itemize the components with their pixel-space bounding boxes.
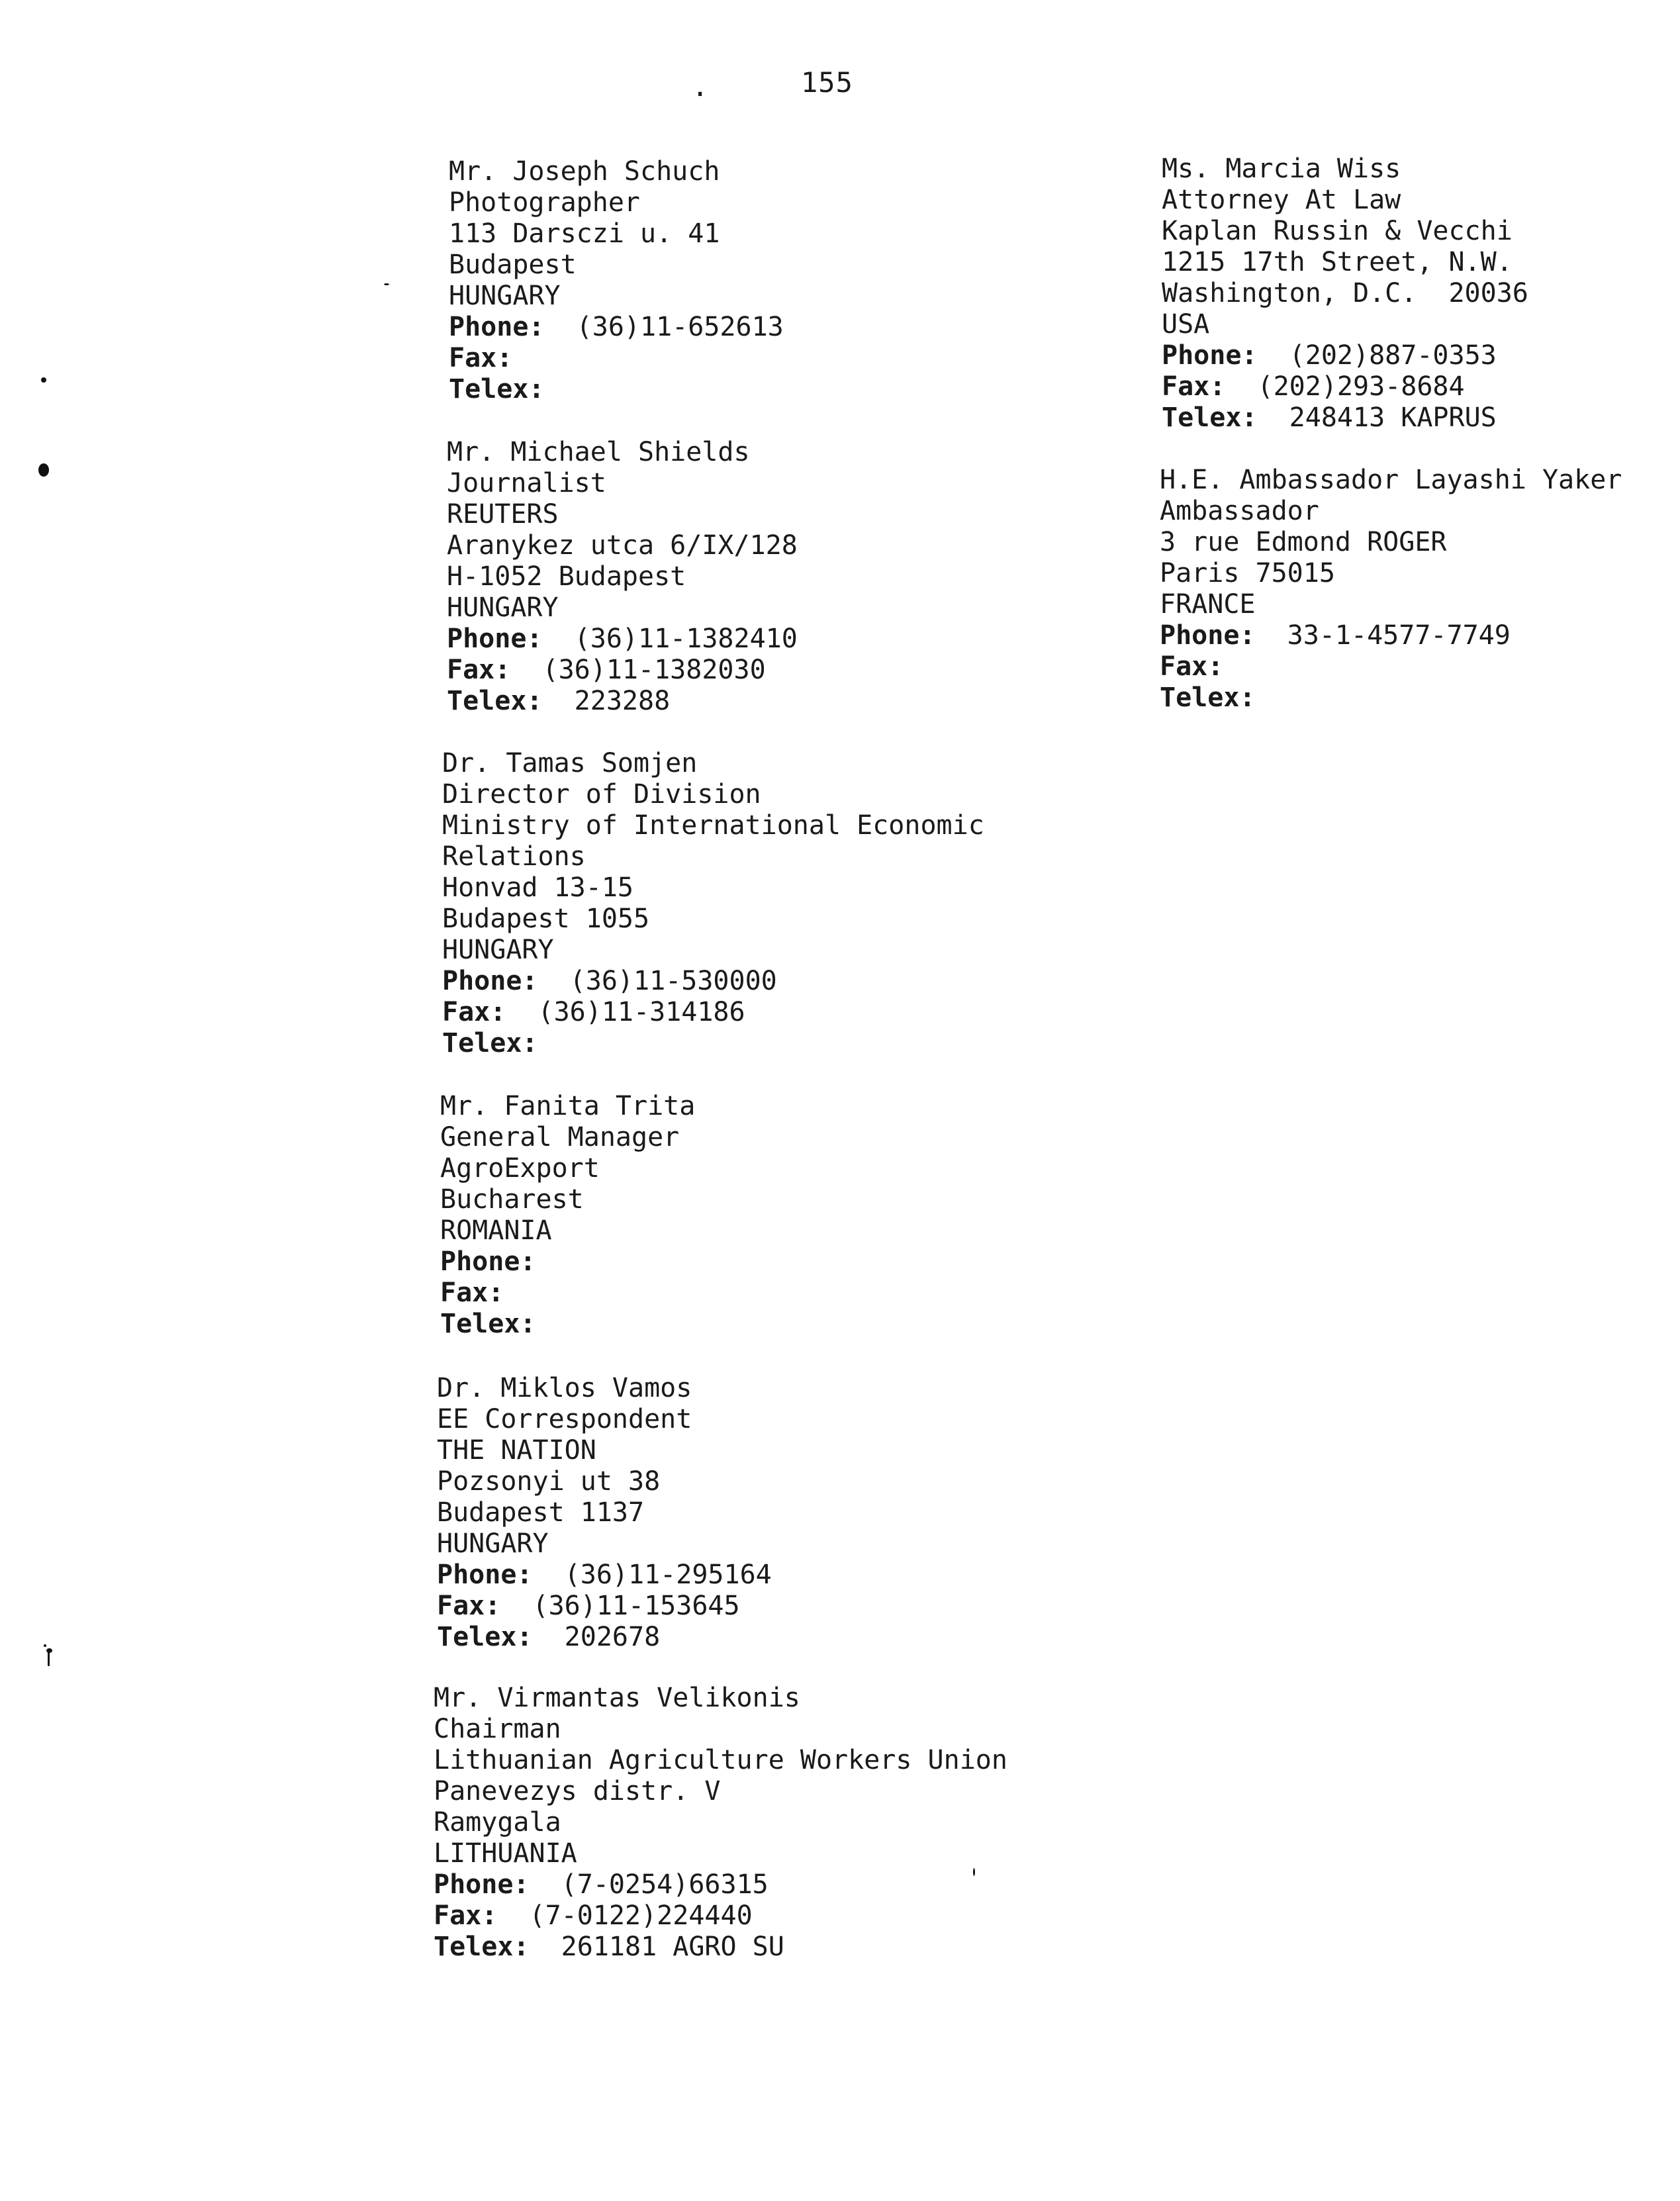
phone-label: Phone: bbox=[434, 1869, 530, 1900]
telex-label: Telex: bbox=[449, 374, 545, 404]
contact-name: H.E. Ambassador Layashi Yaker bbox=[1160, 465, 1622, 495]
phone-row bbox=[434, 1869, 1007, 1900]
organization: AgroExport bbox=[440, 1153, 600, 1184]
country: FRANCE bbox=[1160, 589, 1256, 620]
fax-value: (202)293-8684 bbox=[1257, 371, 1465, 402]
telex-label: Telex: bbox=[434, 1932, 530, 1962]
contact-title: EE Correspondent bbox=[437, 1404, 692, 1434]
contact-entry-vamos bbox=[437, 1373, 772, 1653]
telex-label: Telex: bbox=[442, 1028, 538, 1058]
telex-label: Telex: bbox=[1162, 402, 1258, 433]
fax-row bbox=[442, 997, 984, 1028]
country: USA bbox=[1162, 309, 1210, 340]
organization: Kaplan Russin & Vecchi bbox=[1162, 216, 1513, 246]
fax-row bbox=[447, 655, 798, 686]
scan-speck bbox=[41, 377, 46, 383]
telex-label: Telex: bbox=[440, 1309, 536, 1339]
phone-value: (36)11-1382410 bbox=[574, 624, 798, 654]
scan-speck bbox=[973, 1868, 975, 1876]
contact-entry-shields bbox=[447, 437, 798, 717]
phone-value: (36)11-530000 bbox=[569, 966, 777, 996]
fax-label: Fax: bbox=[447, 655, 511, 685]
telex-value: 261181 AGRO SU bbox=[561, 1932, 784, 1962]
fax-label: Fax: bbox=[434, 1900, 498, 1931]
phone-value: (36)11-652613 bbox=[576, 312, 784, 342]
country: HUNGARY bbox=[437, 1528, 549, 1559]
country: ROMANIA bbox=[440, 1215, 552, 1246]
fax-label: Fax: bbox=[442, 997, 506, 1027]
organization: THE NATION bbox=[437, 1435, 596, 1466]
telex-row bbox=[440, 1309, 695, 1340]
address-line: Washington, D.C. 20036 bbox=[1162, 278, 1528, 308]
telex-label: Telex: bbox=[1160, 682, 1256, 713]
scan-speck bbox=[44, 1644, 46, 1647]
address-line: Budapest 1137 bbox=[437, 1497, 645, 1528]
address-line: Budapest bbox=[449, 250, 577, 280]
telex-label: Telex: bbox=[447, 686, 543, 716]
contact-entry-wiss bbox=[1162, 154, 1528, 434]
phone-row bbox=[447, 624, 798, 655]
fax-row bbox=[449, 343, 784, 374]
country: LITHUANIA bbox=[434, 1838, 577, 1869]
fax-label: Fax: bbox=[1162, 371, 1226, 402]
phone-value: (36)11-295164 bbox=[564, 1560, 772, 1590]
country: HUNGARY bbox=[442, 935, 554, 965]
phone-label: Phone: bbox=[449, 312, 545, 342]
address-line: Bucharest bbox=[440, 1184, 584, 1215]
organization: Ministry of International Economic bbox=[442, 810, 984, 841]
telex-value: 223288 bbox=[574, 686, 671, 716]
phone-row bbox=[440, 1246, 695, 1278]
address-line: Budapest 1055 bbox=[442, 904, 650, 934]
contact-title: Photographer bbox=[449, 187, 640, 218]
phone-value: 33-1-4577-7749 bbox=[1287, 620, 1511, 651]
phone-row bbox=[1160, 620, 1622, 651]
country: HUNGARY bbox=[449, 281, 561, 311]
phone-label: Phone: bbox=[1160, 620, 1256, 651]
fax-row bbox=[434, 1900, 1007, 1932]
fax-row bbox=[1160, 651, 1622, 682]
page-number: 155 bbox=[801, 66, 853, 99]
telex-row bbox=[434, 1932, 1007, 1963]
contact-entry-somjen bbox=[442, 748, 984, 1059]
fax-row bbox=[1162, 371, 1528, 402]
contact-entry-schuch bbox=[449, 156, 784, 405]
contact-name: Dr. Miklos Vamos bbox=[437, 1373, 692, 1403]
contact-name: Mr. Michael Shields bbox=[447, 437, 750, 467]
contact-title: Attorney At Law bbox=[1162, 185, 1401, 215]
fax-row bbox=[440, 1278, 695, 1309]
organization: REUTERS bbox=[447, 499, 559, 530]
fax-label: Fax: bbox=[449, 343, 513, 373]
scan-speck bbox=[384, 283, 389, 285]
phone-label: Phone: bbox=[440, 1246, 536, 1277]
fax-label: Fax: bbox=[437, 1591, 501, 1621]
phone-label: Phone: bbox=[437, 1560, 533, 1590]
address-line: Pozsonyi ut 38 bbox=[437, 1466, 661, 1497]
phone-row bbox=[442, 966, 984, 997]
phone-label: Phone: bbox=[447, 624, 543, 654]
contact-title: Director of Division bbox=[442, 779, 761, 810]
telex-row bbox=[1160, 682, 1622, 714]
fax-row bbox=[437, 1591, 772, 1622]
page-dot: . bbox=[692, 70, 709, 103]
country: HUNGARY bbox=[447, 592, 559, 623]
telex-row bbox=[447, 686, 798, 717]
address-line: H-1052 Budapest bbox=[447, 561, 686, 592]
contact-name: Mr. Virmantas Velikonis bbox=[434, 1683, 800, 1713]
contact-title: Chairman bbox=[434, 1714, 561, 1744]
address-line: 113 Darsczi u. 41 bbox=[449, 218, 720, 249]
fax-value: (36)11-314186 bbox=[537, 997, 745, 1027]
telex-label: Telex: bbox=[437, 1622, 533, 1652]
organization: Relations bbox=[442, 841, 586, 872]
fax-label: Fax: bbox=[1160, 651, 1224, 682]
telex-row bbox=[437, 1622, 772, 1653]
address-line: Paris 75015 bbox=[1160, 558, 1335, 588]
phone-label: Phone: bbox=[442, 966, 538, 996]
telex-value: 248413 KAPRUS bbox=[1289, 402, 1497, 433]
address-line: Honvad 13-15 bbox=[442, 872, 633, 903]
telex-row bbox=[1162, 402, 1528, 434]
contact-entry-trita bbox=[440, 1091, 695, 1340]
telex-value: 202678 bbox=[564, 1622, 661, 1652]
organization: Lithuanian Agriculture Workers Union bbox=[434, 1745, 1007, 1775]
phone-value: (202)887-0353 bbox=[1289, 340, 1497, 371]
phone-row bbox=[449, 312, 784, 343]
contact-title: Ambassador bbox=[1160, 496, 1319, 526]
phone-value: (7-0254)66315 bbox=[561, 1869, 769, 1900]
phone-row bbox=[1162, 340, 1528, 371]
telex-row bbox=[449, 374, 784, 405]
fax-value: (7-0122)224440 bbox=[529, 1900, 753, 1931]
address-line: 1215 17th Street, N.W. bbox=[1162, 247, 1513, 277]
telex-row bbox=[442, 1028, 984, 1059]
contact-name: Mr. Joseph Schuch bbox=[449, 156, 720, 187]
contact-name: Mr. Fanita Trita bbox=[440, 1091, 696, 1121]
scan-speck bbox=[48, 1652, 50, 1666]
fax-value: (36)11-1382030 bbox=[542, 655, 766, 685]
contact-entry-velikonis bbox=[434, 1683, 1007, 1963]
address-line: 3 rue Edmond ROGER bbox=[1160, 527, 1447, 557]
contact-name: Dr. Tamas Somjen bbox=[442, 748, 698, 778]
fax-label: Fax: bbox=[440, 1278, 504, 1308]
address-line: Ramygala bbox=[434, 1807, 561, 1838]
fax-value: (36)11-153645 bbox=[532, 1591, 740, 1621]
phone-row bbox=[437, 1560, 772, 1591]
contact-title: Journalist bbox=[447, 468, 606, 498]
phone-label: Phone: bbox=[1162, 340, 1258, 371]
contact-name: Ms. Marcia Wiss bbox=[1162, 154, 1401, 184]
address-line: Panevezys distr. V bbox=[434, 1776, 721, 1806]
contact-entry-yaker bbox=[1160, 465, 1622, 714]
scan-speck bbox=[38, 463, 49, 477]
address-line: Aranykez utca 6/IX/128 bbox=[447, 530, 798, 561]
contact-title: General Manager bbox=[440, 1122, 680, 1152]
